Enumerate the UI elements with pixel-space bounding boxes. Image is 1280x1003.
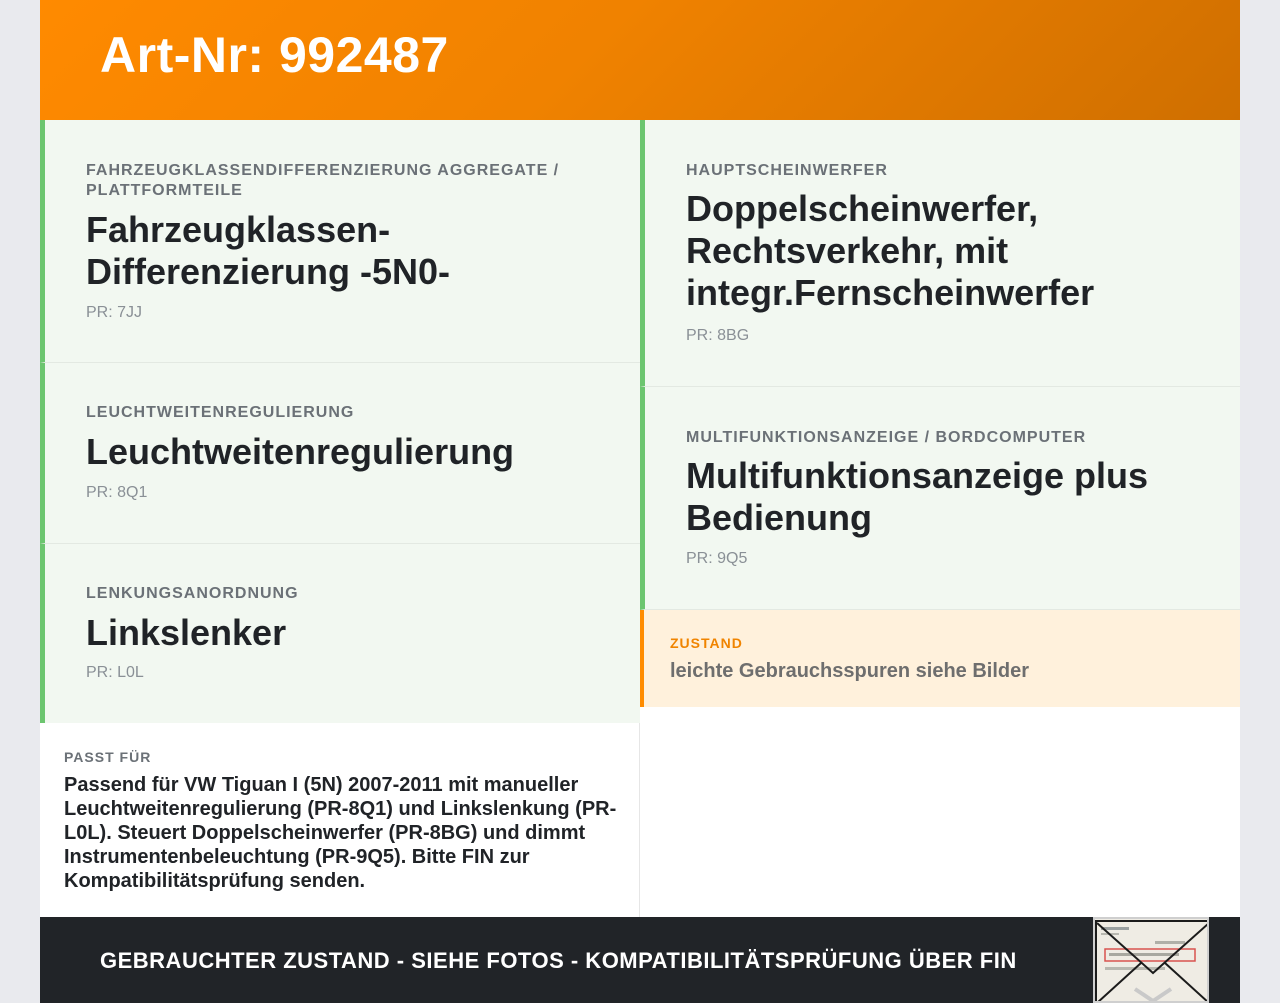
feature-cell-hauptscheinwerfer	[640, 120, 1240, 387]
feature-value: Doppelscheinwerfer, Rechtsverkehr, mit integr.Fernscheinwerfer	[686, 188, 1095, 313]
pr-code: PR: 8Q1	[86, 484, 148, 501]
feature-value: Multifunktionsanzeige plus Bedienung	[686, 455, 1149, 538]
footer-notice: GEBRAUCHTER ZUSTAND - SIEHE FOTOS - KOMPATIBILITÄTSPRÜFUNG ÜBER FIN	[100, 948, 1017, 973]
header-bar	[40, 0, 1240, 120]
feature-value: Linkslenker	[86, 612, 287, 653]
feature-value: Leuchtweitenregulierung	[86, 431, 515, 472]
compatibility-section	[40, 723, 640, 917]
feature-cell-fahrzeugklasse	[40, 120, 640, 363]
compatibility-label: PASST FÜR	[64, 749, 152, 765]
feature-label: MULTIFUNKTIONSANZEIGE / BORDCOMPUTER	[686, 429, 1087, 446]
feature-label: LEUCHTWEITENREGULIERUNG	[86, 404, 355, 421]
feature-cell-multifunktionsanzeige	[640, 387, 1240, 610]
envelope-icon	[1095, 919, 1209, 1003]
condition-text: leichte Gebrauchsspuren siehe Bilder	[670, 660, 1030, 682]
pr-code: PR: 9Q5	[686, 550, 748, 567]
condition-box	[640, 610, 1240, 707]
feature-cell-lenkung	[40, 544, 640, 724]
feature-label: FAHRZEUGKLASSENDIFFERENZIERUNG AGGREGATE / PLATTFORMTEILE	[86, 162, 560, 199]
envelope-document-thumbnail-icon[interactable]	[1093, 917, 1209, 1003]
feature-label: HAUPTSCHEINWERFER	[686, 162, 888, 179]
pr-code: PR: L0L	[86, 664, 144, 681]
feature-value: Fahrzeugklassen-Differenzierung -5N0-	[86, 209, 451, 292]
pr-code: PR: 8BG	[686, 327, 750, 344]
product-card	[40, 0, 1240, 1003]
compatibility-text: Passend für VW Tiguan I (5N) 2007-2011 mit manueller Leuchtweitenregulierung (PR-8Q1) und Linkslenkung (PR-L0L). Steuert Doppelscheinwerfer (PR-8BG) und dimmt Instrumentenbeleuchtung (PR-9Q5). Bitte FIN zur Kompatibilitätsprüfung senden.	[64, 774, 617, 892]
pr-code: PR: 7JJ	[86, 304, 143, 321]
condition-label: ZUSTAND	[670, 635, 743, 651]
feature-label: LENKUNGSANORDNUNG	[86, 585, 299, 602]
feature-cell-leuchtweite	[40, 363, 640, 544]
article-number-title: Art-Nr: 992487	[100, 27, 449, 83]
footer-bar	[40, 917, 1240, 1003]
